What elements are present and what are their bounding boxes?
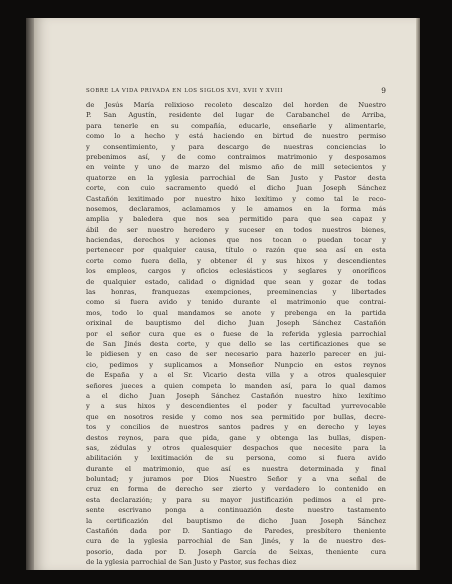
text-line: orixinal de bauptismo del dicho Juan Joseph Sánchez Castañón xyxy=(86,319,386,328)
text-line: amplia y baledera que nos sea permitido para que sea capaz y xyxy=(86,215,386,224)
text-line: boluntad; y juramos por Dios Nuestro Señor y a vna señal de xyxy=(86,475,386,484)
text-line: prebenimos así, y de como contraimos matrimonio y desposamos xyxy=(86,152,386,161)
text-line: como lo a hecho y está haciendo en birtud de nuestro permiso xyxy=(86,132,386,141)
text-line: por el señor cura que es o fuese de la referida yglesia parrochial xyxy=(86,329,386,338)
text-line: pertenecer por qualquier causa, título o razón que sea así en esta xyxy=(86,246,386,255)
text-line: corte como fuera della, y obtener él y sus hixos y descendientes xyxy=(86,256,386,265)
text-line: en veinte y uno de marzo del mismo año de mill setecientos y xyxy=(86,163,386,172)
text-line: nosemos, declaramos, aclamamos y le amamos en la forma más xyxy=(86,204,386,213)
text-line: tos y concilios de nuestros santos padres y en derecho y leyes xyxy=(86,423,386,432)
text-line: las honras, franquezas exempciones, preeminencias y libertades xyxy=(86,288,386,297)
text-line: de San Jinés desta corte, y que dello se las certificaziones que se xyxy=(86,339,386,348)
text-line: abilitación y lexitimación de su persona, como si fuera avido xyxy=(86,454,386,463)
text-line: cruz en forma de derecho ser zierto y verdadero lo contenido en xyxy=(86,485,386,494)
text-line: la certificazión del bauptismo de dicho Juan Joseph Sánchez xyxy=(86,516,386,525)
text-line: a el dicho Juan Joseph Sánchez Castañón nuestro hixo lexítimo xyxy=(86,391,386,400)
text-line: quatorze en la yglesia parrochial de San Justo y Pastor desta xyxy=(86,173,386,182)
text-line: posorio, dada por D. Joseph García de Seixas, theniente cura xyxy=(86,547,386,556)
text-line: haciendas, derechos y aciones que nos tocan o puedan tocar y xyxy=(86,236,386,245)
text-line: Castañón dada por D. Santiago de Paredes, presbítero theniente xyxy=(86,527,386,536)
text-line: mos, todo lo qual mandamos se anote y prebenga en la partida xyxy=(86,308,386,317)
text-line: de qualquier estado, calidad o dignidad que sean y gozar de todas xyxy=(86,277,386,286)
text-line: que en nosotros reside y como nos sea permitido por bullas, decre- xyxy=(86,412,386,421)
text-line: ábil de ser nuestro heredero y suceser en todos nuestros bienes, xyxy=(86,225,386,234)
right-page-edge xyxy=(416,18,420,570)
text-line: le pidiesen y en caso de ser necesario para hazerlo parecer en jui- xyxy=(86,350,386,359)
text-line: corte, con cuio sacramento quedó el dicho Juan Joseph Sánchez xyxy=(86,184,386,193)
text-line: esta declarazión; y para su mayor justificazión pedimos a el pre- xyxy=(86,495,386,504)
text-line: de Jesús María relixioso recoleto descalzo del horden de Nuestro xyxy=(86,101,386,109)
text-line: sente escrivano ponga a continuazión deste nuestro tastamento xyxy=(86,506,386,515)
text-line: cio, pedimos y suplicamos a Monseñor Nunpcio en estos reynos xyxy=(86,360,386,369)
text-line: y a sus hixos y descendientes el poder y facultad yurrevocable xyxy=(86,402,386,411)
text-line: para tenerle en su compañía, educarle, enseñarle y alimentarle, xyxy=(86,121,386,130)
text-line: de la yglesia parrochial de San Justo y Pastor, sus fechas diez xyxy=(86,558,297,567)
text-line: durante el matrimonio, que así es nuestra determinada y final xyxy=(86,464,386,473)
page-number: 9 xyxy=(381,86,386,95)
text-line: como si fuera avido y tenido durante el matrimonio que contrai- xyxy=(86,298,386,307)
text-line: de España y a el Sr. Vicario desta villa y a otros qualesquier xyxy=(86,371,386,380)
text-line: Castañón lexitimado por nuestro hixo lexítimo y como tal le reco- xyxy=(86,194,386,203)
body-text xyxy=(86,100,386,568)
text-line: cura de la yglesia parrochial de San Jinés, y la de nuestro des- xyxy=(86,537,386,546)
text-line: señores jueces a quien competa lo manden así, para lo qual damos xyxy=(86,381,386,390)
text-line: P. San Agustín, residente del lugar de Carabanchel de Arriba, xyxy=(86,111,386,120)
text-line: y consentimiento, y para descargo de nuestras conciencias lo xyxy=(86,142,386,151)
running-head xyxy=(86,88,386,100)
text-line: sas, zédulas y otros qualesquier despachos que necesite para la xyxy=(86,443,386,452)
text-line: destos reynos, para que pida, gane y obtenga las bullas, dispen- xyxy=(86,433,386,442)
running-head-title: SOBRE LA VIDA PRIVADA EN LOS SIGLOS XVI, XVII Y XVIII xyxy=(86,88,283,94)
text-line: los empleos, cargos y oficios eclesiásticos y seglares y onoríficos xyxy=(86,267,386,276)
